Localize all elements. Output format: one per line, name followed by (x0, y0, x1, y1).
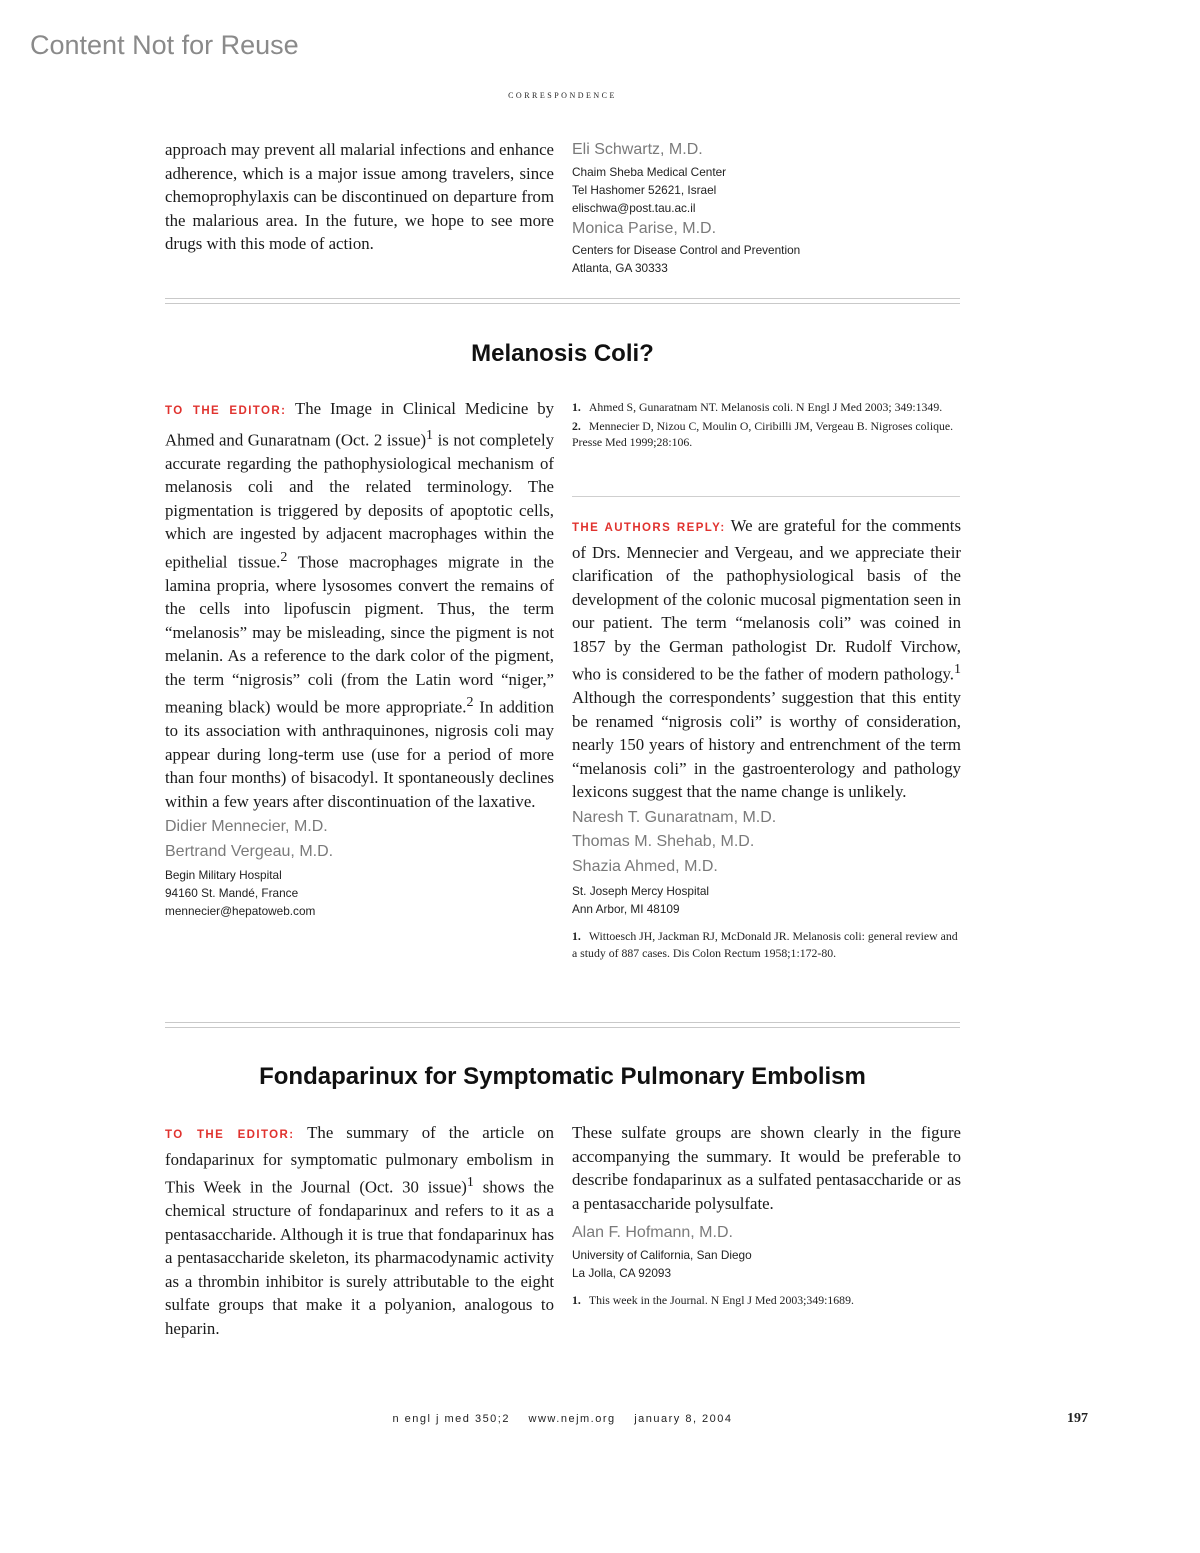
author-name: Thomas M. Shehab, M.D. (572, 833, 755, 851)
reference-marker: 1 (466, 1175, 474, 1190)
lead-label: THE AUTHORS REPLY: (572, 522, 726, 534)
affiliation-line: Centers for Disease Control and Prevention (572, 243, 801, 257)
author-name: Alan F. Hofmann, M.D. (572, 1224, 733, 1241)
author-name: Shazia Ahmed, M.D. (572, 857, 718, 875)
continuation-text-column (165, 138, 554, 256)
author-name: Monica Parise, M.D. (572, 219, 717, 237)
affiliation-line: University of California, San Diego (572, 1247, 752, 1262)
author-name: Eli Schwartz, M.D. (572, 141, 703, 158)
letter-paragraph: TO THE EDITOR: The Image in Clinical Medicine by Ahmed and Gunaratnam (Oct. 2 issue)$^1$ is not completely accurate regarding the pathophysiological mechanism of melanosis coli and the related terminology. The pigmentation is triggered by deposits of apoptotic cells, which are ingested by adjacent macrophages within the epithelial tissue.$^2$ Those macrophages migrate in the lamina propria, where lysosomes convert the remains of the cells into lipofuscin pigment. Thus, the term “melanosis” may be misleading, since the pigment is not melanin. As a reference to the dark color of the pigment, the term “nigrosis” coli (from the Latin word “niger,” meaning black) would be more appropriate.$^2$ In addition to its association with anthraquinones, nigrosis coli may appear during long-term use (use for a period of more than four months) of bisacodyl. It spontaneously declines within a few years after discontinuation of the laxative. (165, 399, 554, 811)
letter-body-column (165, 397, 554, 920)
affiliation-line: La Jolla, CA 92093 (572, 1265, 672, 1280)
affiliation-line: Chaim Sheba Medical Center (572, 164, 727, 179)
affiliation-line: Atlanta, GA 30333 (572, 261, 668, 275)
reference-marker: 2 (466, 695, 474, 711)
page-number: 197 (1067, 1411, 1088, 1426)
signature-block (165, 815, 554, 920)
reply-paragraph: THE AUTHORS REPLY: We are grateful for the comments of Drs. Mennecier and Vergeau, and we appreciate their clarification of the pathophysiological basis of the development of the colonic mucosal pigmentation seen in our patient. The term “melanosis coli” was coined in 1857 by the German pathologist Dr. Rudolf Virchow, who is considered to be the father of modern pathology.$^1$ Although the correspondents’ suggestion that this entity be renamed “nigrosis coli” is worthy of consideration, nearly 150 years of history and entrenchment of the term “melanosis coli” in the gastroenterology and pathology lexicons suggest that the name change is unlikely. (572, 516, 961, 802)
affiliation-line: Begin Military Hospital (165, 868, 282, 883)
continuation-paragraph: approach may prevent all malarial infections and enhance adherence, which is a major issue among travelers, since chemoprophylaxis can be discontinued on departure from the malarious area. In the future, we hope to see more drugs with this mode of action. (165, 140, 554, 253)
lead-label: TO THE EDITOR: (165, 405, 287, 417)
watermark: Content Not for Reuse (30, 30, 299, 60)
author-name: Bertrand Vergeau, M.D. (165, 842, 334, 860)
letter-title: Fondaparinux for Symptomatic Pulmonary Embolism (259, 1063, 866, 1090)
reference-marker: 1 (954, 662, 961, 677)
section-divider (165, 298, 960, 304)
signature-block (572, 1221, 961, 1282)
affiliation-line: Tel Hashomer 52621, Israel (572, 182, 717, 197)
lead-label: TO THE EDITOR: (165, 1129, 295, 1141)
affiliation-line: 94160 St. Mandé, France (165, 886, 299, 901)
affiliation-line: St. Joseph Mercy Hospital (572, 884, 710, 899)
email-link[interactable]: elischwa@post.tau.ac.il (572, 200, 696, 215)
page-footer (0, 1413, 1125, 1425)
letter-paragraph: TO THE EDITOR: The summary of the article on fondaparinux for symptomatic pulmonary embolism in This Week in the Journal (Oct. 30 issue)$^1$ shows the chemical structure of fondaparinux and refers to it as a pentasaccharide. Although it is true that fondaparinux has a pentasaccharide skeleton, its pharmacodynamic activity as a thrombin inhibitor is surely attributable to the eight sulfate groups that make it a polyanion, analogous to heparin. (165, 1123, 554, 1338)
section-label: correspondence (508, 87, 617, 101)
journal-citation: n engl j med 350;2 (392, 1413, 510, 1425)
email-link[interactable]: mennecier@hepatoweb.com (165, 904, 316, 919)
journal-website[interactable]: www.nejm.org (528, 1413, 616, 1425)
reference-marker: 2 (280, 549, 288, 565)
signature-block (572, 806, 961, 919)
reference-list (572, 399, 961, 451)
reference-item: 1. Ahmed S, Gunaratnam NT. Melanosis coli. N Engl J Med 2003; 349:1349. (572, 400, 943, 414)
author-name: Naresh T. Gunaratnam, M.D. (572, 808, 777, 826)
top-signature-block (572, 138, 961, 277)
author-name: Didier Mennecier, M.D. (165, 818, 328, 836)
reference-item: 1. Wittoesch JH, Jackman RJ, McDonald JR. Melanosis coli: general review and a study of 887 cases. Dis Colon Rectum 1958;1:172-80. (572, 929, 958, 960)
reply-column (572, 514, 961, 961)
reference-item: 2. Mennecier D, Nizou C, Moulin O, Ciribilli JM, Vergeau B. Nigroses colique. Presse Med 1999;28:106. (572, 418, 954, 449)
affiliation-line: Ann Arbor, MI 48109 (572, 902, 680, 917)
section-divider (165, 1022, 960, 1028)
reference-item: 1. This week in the Journal. N Engl J Med 2003;349:1689. (572, 1292, 854, 1307)
reply-divider (572, 496, 960, 497)
letter-body-column-right (572, 1121, 961, 1308)
letter-paragraph: These sulfate groups are shown clearly in the figure accompanying the summary. It would be preferable to describe fondaparinux as a sulfated pentasaccharide or as a pentasaccharide polysulfate. (572, 1123, 961, 1213)
letter-body-column (165, 1121, 554, 1340)
issue-date: january 8, 2004 (634, 1413, 733, 1425)
reference-marker: 1 (426, 427, 434, 443)
letter-title: Melanosis Coli? (471, 340, 654, 367)
